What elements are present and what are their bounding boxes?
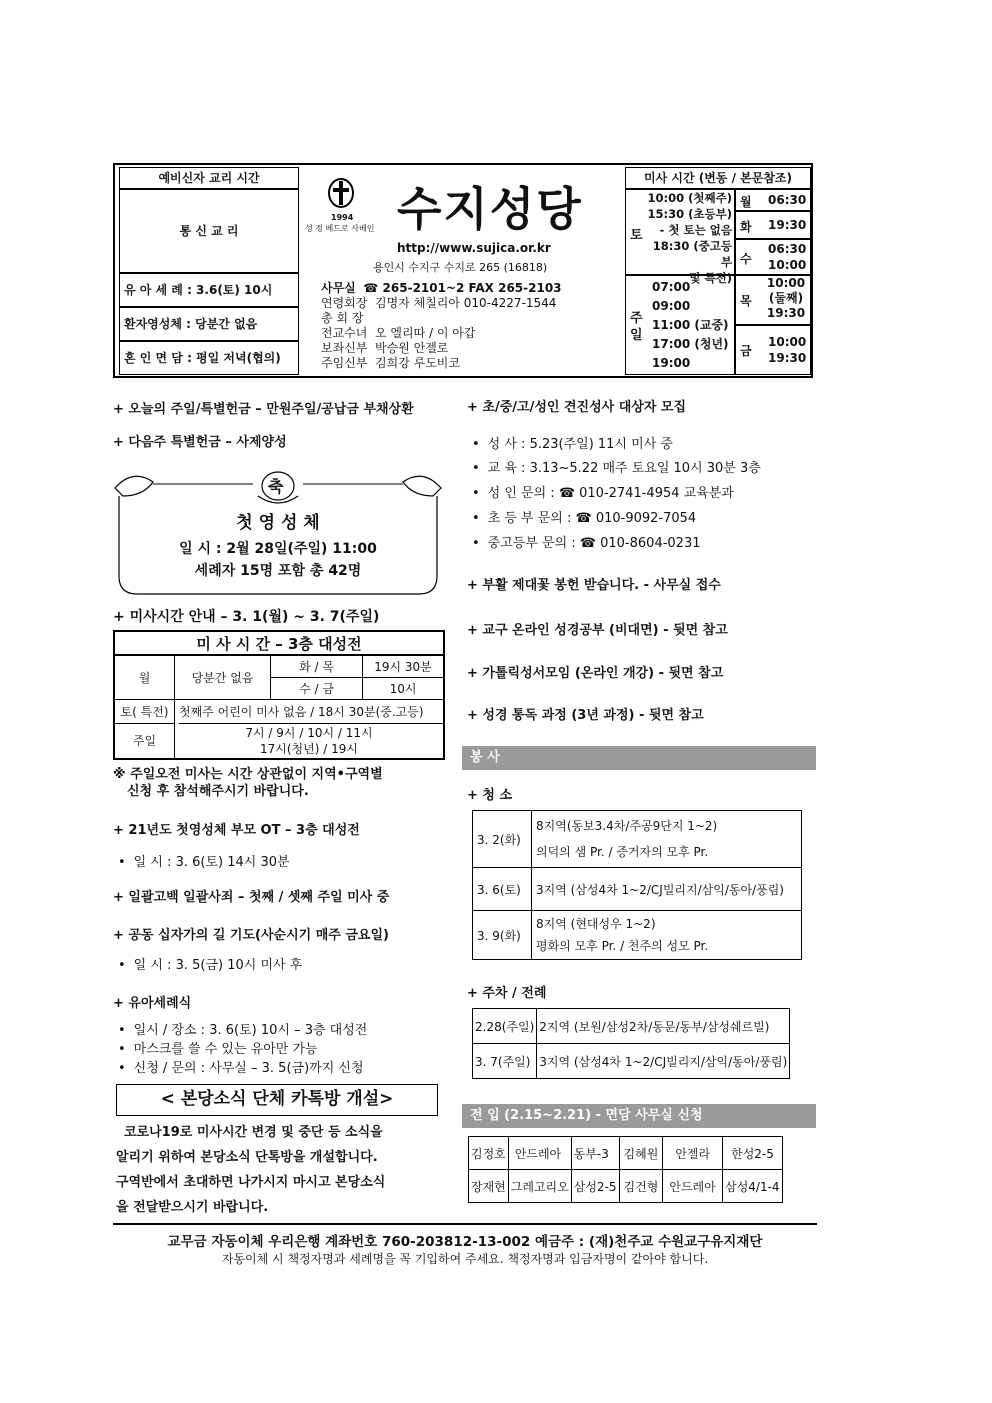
service-bar: 봉 사	[462, 746, 816, 770]
mass-wed-fri: 수 / 금	[271, 678, 363, 700]
first-communion-count: 세례자 15명 포함 총 42명	[194, 563, 362, 579]
parking-title: + 주차 / 전례	[467, 986, 547, 1001]
kakao-body: 코로나19로 미사시간 변경 및 중단 등 소식을 알리기 위하여 본당소식 단톡방을 개설합니다. 구역반에서 초대하면 나가시지 마시고 본당소식 을 전달받으시기 바랍니다.	[116, 1125, 386, 1215]
saturday-times: 10:00 (첫째주) 15:30 (초등부) - 첫 토는 없음 18:30 (중고등부 및 특전)	[647, 191, 732, 285]
health-item-2: • 교 육 : 3.13~5.22 매주 토요일 10시 30분 3층	[472, 457, 761, 476]
kakao-title: < 본당소식 단체 카톡방 개설>	[160, 1089, 394, 1109]
bible-group: + 가톨릭성서모임 (온라인 개강) - 뒷면 참고	[467, 666, 724, 681]
contact-sisters: 전교수녀 오 엘리따 / 이 아갑	[321, 326, 476, 340]
logo-caption: 성 정 베드로 사베인	[305, 224, 375, 233]
table-row: 3. 6(토) 3지역 (삼성4차 1~2/CJ빌리지/삼익/동아/풍림)	[473, 868, 802, 911]
sunday-mass: 주일 07:00 09:00 11:00 (교중) 17:00 (청년) 19:00	[625, 275, 735, 375]
parents-ot-date: • 일 시 : 3. 6(토) 14시 30분	[118, 851, 290, 870]
mass-note-1: ※ 주일오전 미사는 시간 상관없이 지역•구역별	[113, 767, 383, 782]
saturday-mass: 토 10:00 (첫째주) 15:30 (초등부) - 첫 토는 없음 18:30 (중고등부 및 특전)	[625, 189, 735, 275]
mass-tue-thu-time: 19시 30분	[363, 656, 443, 678]
sick-communion-info: 환자영성체 : 당분간 없음	[119, 307, 299, 341]
table-row: 3. 9(화) 8지역 (현대성우 1~2) 평화의 모후 Pr. / 천주의 성모 Pr.	[473, 911, 802, 960]
weekday-mon: 월 06:30	[735, 189, 811, 211]
confession-title: + 일괄고백 일괄사죄 – 첫째 / 셋째 주일 미사 중	[113, 890, 390, 905]
first-communion-box	[113, 466, 443, 598]
mass-wed-fri-time: 10시	[363, 678, 443, 700]
church-info	[301, 167, 625, 375]
easter-flowers: + 부활 제대꽃 봉헌 받습니다. - 사무실 접수	[467, 578, 721, 593]
mass-note-2: 신청 후 참석해주시기 바랍니다.	[127, 784, 309, 799]
first-communion-date: 일 시 : 2월 28일(주일) 11:00	[179, 541, 377, 557]
mass-table-title: 미 사 시 간 – 3층 대성전	[115, 632, 443, 656]
footer-account: 교무금 자동이체 우리은행 계좌번호 760-203812-13-002 예금주 : (재)천주교 수원교구유지재단	[167, 1234, 763, 1250]
contact-funeral: 연령회장 김명자 체칠리아 010-4227-1544	[321, 296, 557, 310]
next-offering: + 다음주 특별헌금 – 사제양성	[113, 435, 287, 450]
catechumen-title: 예비신자 교리 시간	[119, 167, 299, 189]
bible-reading: + 성경 통독 과정 (3년 과정) - 뒷면 참고	[467, 708, 704, 723]
contact-list	[321, 281, 562, 371]
mass-none: 당분간 없음	[175, 656, 271, 700]
table-row: 3. 7(주일) 3지역 (삼성4차 1~2/CJ빌리지/삼익/동아/풍림)	[473, 1044, 790, 1079]
parking-table	[472, 1008, 790, 1079]
mass-times-title: 미사 시간 (변동 / 본문참조)	[625, 167, 811, 189]
contact-office: 사무실 ☎ 265-2101~2 FAX 265-2103	[321, 281, 562, 295]
mass-mon: 월	[115, 656, 175, 700]
weekday-thu: 목 10:00 (둘째) 19:30	[735, 275, 811, 325]
health-title: + 초/중/고/성인 견진성사 대상자 모집	[467, 400, 687, 415]
mass-sun-times: 7시 / 9시 / 10시 / 11시 17시(청년) / 19시	[245, 726, 373, 756]
cleaning-title: + 청 소	[467, 788, 513, 803]
bible-online: + 교구 온라인 성경공부 (비대면) - 뒷면 참고	[467, 623, 728, 638]
mass-table	[113, 630, 445, 760]
catechism-course: 통 신 교 리	[119, 189, 299, 273]
first-communion-title: 첫 영 성 체	[236, 513, 320, 533]
contact-pastor: 주임신부 김희강 루도비코	[321, 356, 460, 370]
celebrate-glyph: 축	[268, 477, 284, 496]
transfer-bar: 전 입 (2.15~2.21) - 면담 사무실 신청	[462, 1104, 816, 1128]
infant-item-1: • 일시 / 장소 : 3. 6(토) 10시 – 3층 대성전	[118, 1019, 367, 1038]
weekday-tue: 화 19:30	[735, 211, 811, 239]
mass-guide-title: + 미사시간 안내 – 3. 1(월) ~ 3. 7(주일)	[113, 609, 380, 625]
table-row: 장재현 그레고리오 삼성2-5 김건형 안드레아 삼성4/1-4	[469, 1170, 783, 1203]
footer-note: 자동이체 시 책정자명과 세례명을 꼭 기입하여 주세요. 책정자명과 입금자명이 같아야 합니다.	[221, 1252, 709, 1266]
health-item-1: • 성 사 : 5.23(주일) 11시 미사 중	[472, 433, 673, 452]
church-address: 용인시 수지구 수지로 265 (16818)	[373, 261, 548, 274]
health-item-4: • 초 등 부 문의 : ☎ 010-9092-7054	[472, 507, 696, 526]
infant-item-2: • 마스크를 쓸 수 있는 유아만 가능	[118, 1038, 318, 1057]
website-link[interactable]: http://www.sujica.or.kr	[397, 241, 551, 255]
contact-assistant-priest: 보좌신부 박승원 안젤로	[321, 341, 449, 355]
weekday-fri: 금 10:00 19:30	[735, 325, 811, 375]
church-name: 수지성당	[397, 182, 583, 236]
health-item-5: • 중고등부 문의 : ☎ 010-8604-0231	[472, 532, 701, 551]
table-row: 김정호 안드레아 동부-3 김혜원 안젤라 한성2-5	[469, 1137, 783, 1170]
church-logo-icon	[327, 177, 355, 213]
infant-baptism-info: 유 아 세 례 : 3.6(토) 10시	[119, 273, 299, 307]
transfer-table	[468, 1136, 783, 1203]
bulletin-header	[113, 163, 813, 378]
weekday-wed: 수 06:30 10:00	[735, 239, 811, 275]
footer-divider	[113, 1223, 817, 1225]
table-row: 3. 2(화) 8지역(동보3.4차/주공9단지 1~2) 의덕의 샘 Pr. / 증거자의 모후 Pr.	[473, 811, 802, 868]
infant-baptism-title: + 유아세례식	[113, 996, 192, 1011]
logo-year: 1994	[331, 213, 354, 222]
table-row: 2.28(주일) 2지역 (보원/삼성2차/동문/동부/삼성쉐르빌)	[473, 1009, 790, 1044]
mass-tue-thu: 화 / 목	[271, 656, 363, 678]
cleaning-table	[472, 810, 802, 960]
mass-sat-desc: 첫째주 어린이 미사 없음 / 18시 30분(중.고등)	[179, 700, 443, 724]
contact-president: 총 회 장	[321, 311, 364, 325]
health-item-3: • 성 인 문의 : ☎ 010-2741-4954 교육분과	[472, 482, 734, 501]
stations-date: • 일 시 : 3. 5(금) 10시 미사 후	[118, 954, 302, 973]
parents-ot-title: + 21년도 첫영성체 부모 OT – 3층 대성전	[113, 823, 360, 838]
mass-sat-label: 토( 특전)	[115, 700, 175, 724]
mass-sun-label: 주일	[115, 724, 175, 758]
sunday-times: 07:00 09:00 11:00 (교중) 17:00 (청년) 19:00	[652, 280, 729, 370]
infant-item-3: • 신청 / 문의 : 사무실 – 3. 5(금)까지 신청	[118, 1057, 364, 1076]
marriage-info: 혼 인 면 담 : 평일 저녁(협의)	[119, 341, 299, 375]
today-offering: + 오늘의 주일/특별헌금 – 만원주일/공납금 부채상환	[113, 402, 414, 417]
kakao-title-box	[116, 1084, 438, 1116]
stations-title: + 공동 십자가의 길 기도(사순시기 매주 금요일)	[113, 928, 389, 943]
